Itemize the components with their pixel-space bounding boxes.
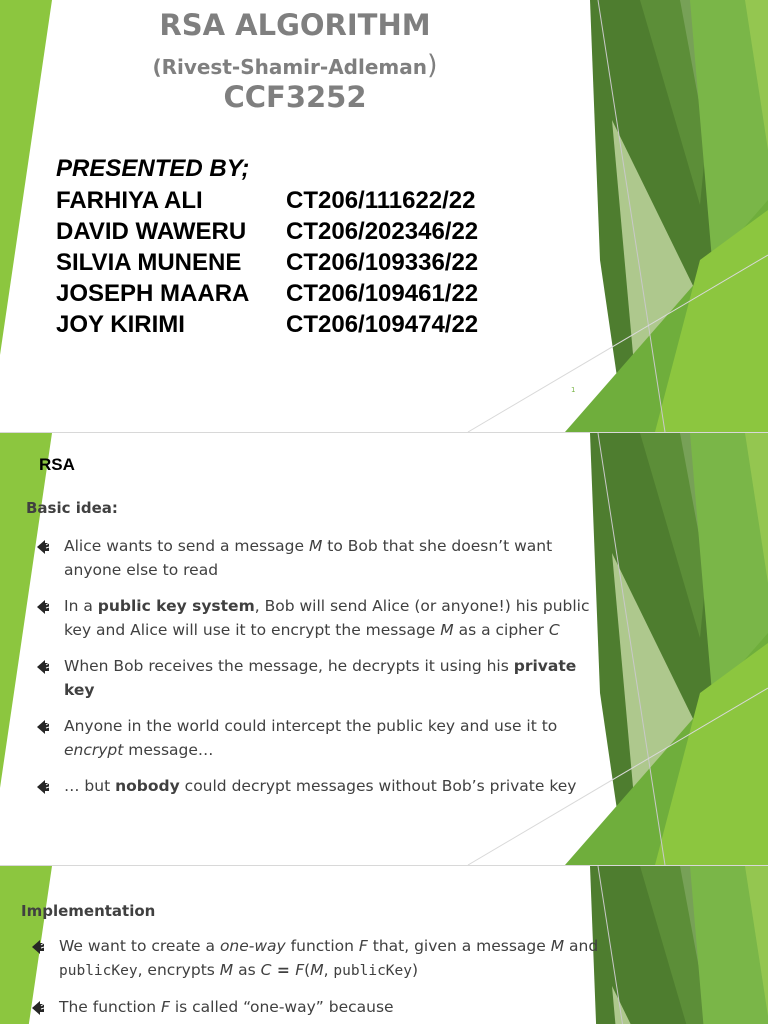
member-id: CT206/111622/22	[286, 186, 476, 214]
presentation-subtitle: (Rivest-Shamir-Adleman)	[152, 50, 438, 81]
member-name: SILVIA MUNENE	[56, 248, 242, 276]
bullet-text	[64, 717, 557, 759]
bullet-item	[36, 535, 606, 582]
presentation-title: RSA ALGORITHM	[159, 8, 431, 42]
member-list	[56, 185, 536, 340]
member-row	[56, 247, 536, 278]
text-run: message…	[123, 740, 214, 759]
text-run: M	[310, 960, 324, 979]
bullet-item	[36, 715, 606, 762]
text-run: one-way	[219, 937, 286, 955]
bullet-item	[36, 655, 606, 702]
bullet-item	[36, 595, 606, 642]
arrow-bullet-icon	[36, 658, 50, 675]
member-name: FARHIYA ALI	[56, 186, 203, 214]
text-run: The function	[59, 998, 161, 1016]
arrow-bullet-icon	[36, 718, 50, 735]
text-run: and	[564, 937, 599, 955]
text-run: We want to create a	[59, 937, 220, 955]
arrow-bullet-icon	[36, 598, 50, 615]
slide-title: Implementation	[21, 902, 156, 920]
bullet-text	[64, 777, 576, 795]
bullet-text	[59, 998, 394, 1016]
slide-subtitle: Basic idea:	[26, 499, 118, 517]
member-id: CT206/109474/22	[286, 310, 479, 338]
text-run: M	[219, 960, 234, 979]
bullet-text	[64, 537, 552, 579]
arrow-bullet-icon	[36, 538, 50, 555]
page-number: 1	[571, 386, 576, 394]
arrow-bullet-icon	[36, 778, 50, 795]
member-id: CT206/202346/22	[286, 217, 479, 245]
presented-by-label: PRESENTED BY;	[56, 155, 250, 182]
text-run: Anyone in the world could intercept the public key and use it to	[64, 717, 558, 735]
text-run: Alice wants to send a message	[64, 537, 309, 555]
text-run: C	[548, 620, 560, 639]
bullet-item	[36, 775, 606, 799]
text-run: F	[161, 998, 170, 1016]
text-run: M	[550, 937, 565, 955]
text-run: nobody	[115, 777, 180, 795]
text-run: , Bob will send Alice (or anyone!) his public key and Alice will use it to encrypt the message	[64, 597, 590, 639]
text-run: to Bob that she doesn’t want anyone else to read	[64, 537, 553, 579]
member-row	[56, 185, 536, 216]
member-row	[56, 309, 536, 340]
text-run: F	[295, 960, 305, 979]
arrow-bullet-icon	[31, 938, 45, 955]
title-slide	[0, 0, 768, 432]
bullet-list	[36, 535, 606, 812]
text-run: F	[358, 937, 368, 955]
text-run: publicKey	[59, 962, 138, 979]
text-run: (	[304, 960, 311, 979]
member-name: JOY KIRIMI	[56, 310, 185, 338]
text-run: could decrypt messages without Bob’s private key	[179, 777, 577, 795]
text-run: publicKey	[333, 962, 412, 979]
text-run: In a	[64, 597, 98, 615]
text-run: ,	[323, 960, 334, 979]
text-run: private key	[64, 657, 577, 699]
member-row	[56, 216, 536, 247]
text-run: =	[271, 960, 296, 979]
implementation-slide	[0, 866, 768, 1024]
text-run: that, given a message	[367, 937, 551, 955]
member-name: JOSEPH MAARA	[56, 279, 250, 307]
member-id: CT206/109461/22	[286, 279, 479, 307]
bullet-text	[59, 937, 598, 979]
member-id: CT206/109336/22	[286, 248, 479, 276]
course-code: CCF3252	[223, 80, 367, 114]
bullet-item	[31, 935, 621, 983]
basic-idea-slide	[0, 433, 768, 865]
text-run: )	[412, 960, 419, 979]
text-run: When Bob receives the message, he decrypts it using his	[64, 657, 514, 675]
member-row	[56, 278, 536, 309]
member-name: DAVID WAWERU	[56, 217, 247, 245]
slide-title: RSA	[39, 455, 75, 474]
bullet-text	[64, 597, 590, 639]
text-run: … but	[64, 777, 116, 795]
bullet-item	[31, 996, 621, 1020]
bullet-list	[31, 935, 621, 1024]
text-run: , encrypts	[137, 960, 220, 979]
text-run: function	[285, 937, 359, 955]
text-run: C	[260, 960, 272, 979]
text-run: encrypt	[64, 740, 124, 759]
text-run: M	[308, 537, 323, 555]
text-run: public key system	[97, 597, 255, 615]
text-run: as	[233, 960, 261, 979]
arrow-bullet-icon	[31, 999, 45, 1016]
text-run: as a cipher	[453, 620, 549, 639]
text-run: M	[440, 620, 454, 639]
bullet-text	[64, 657, 576, 699]
text-run: is called “one-way” because	[169, 998, 394, 1016]
